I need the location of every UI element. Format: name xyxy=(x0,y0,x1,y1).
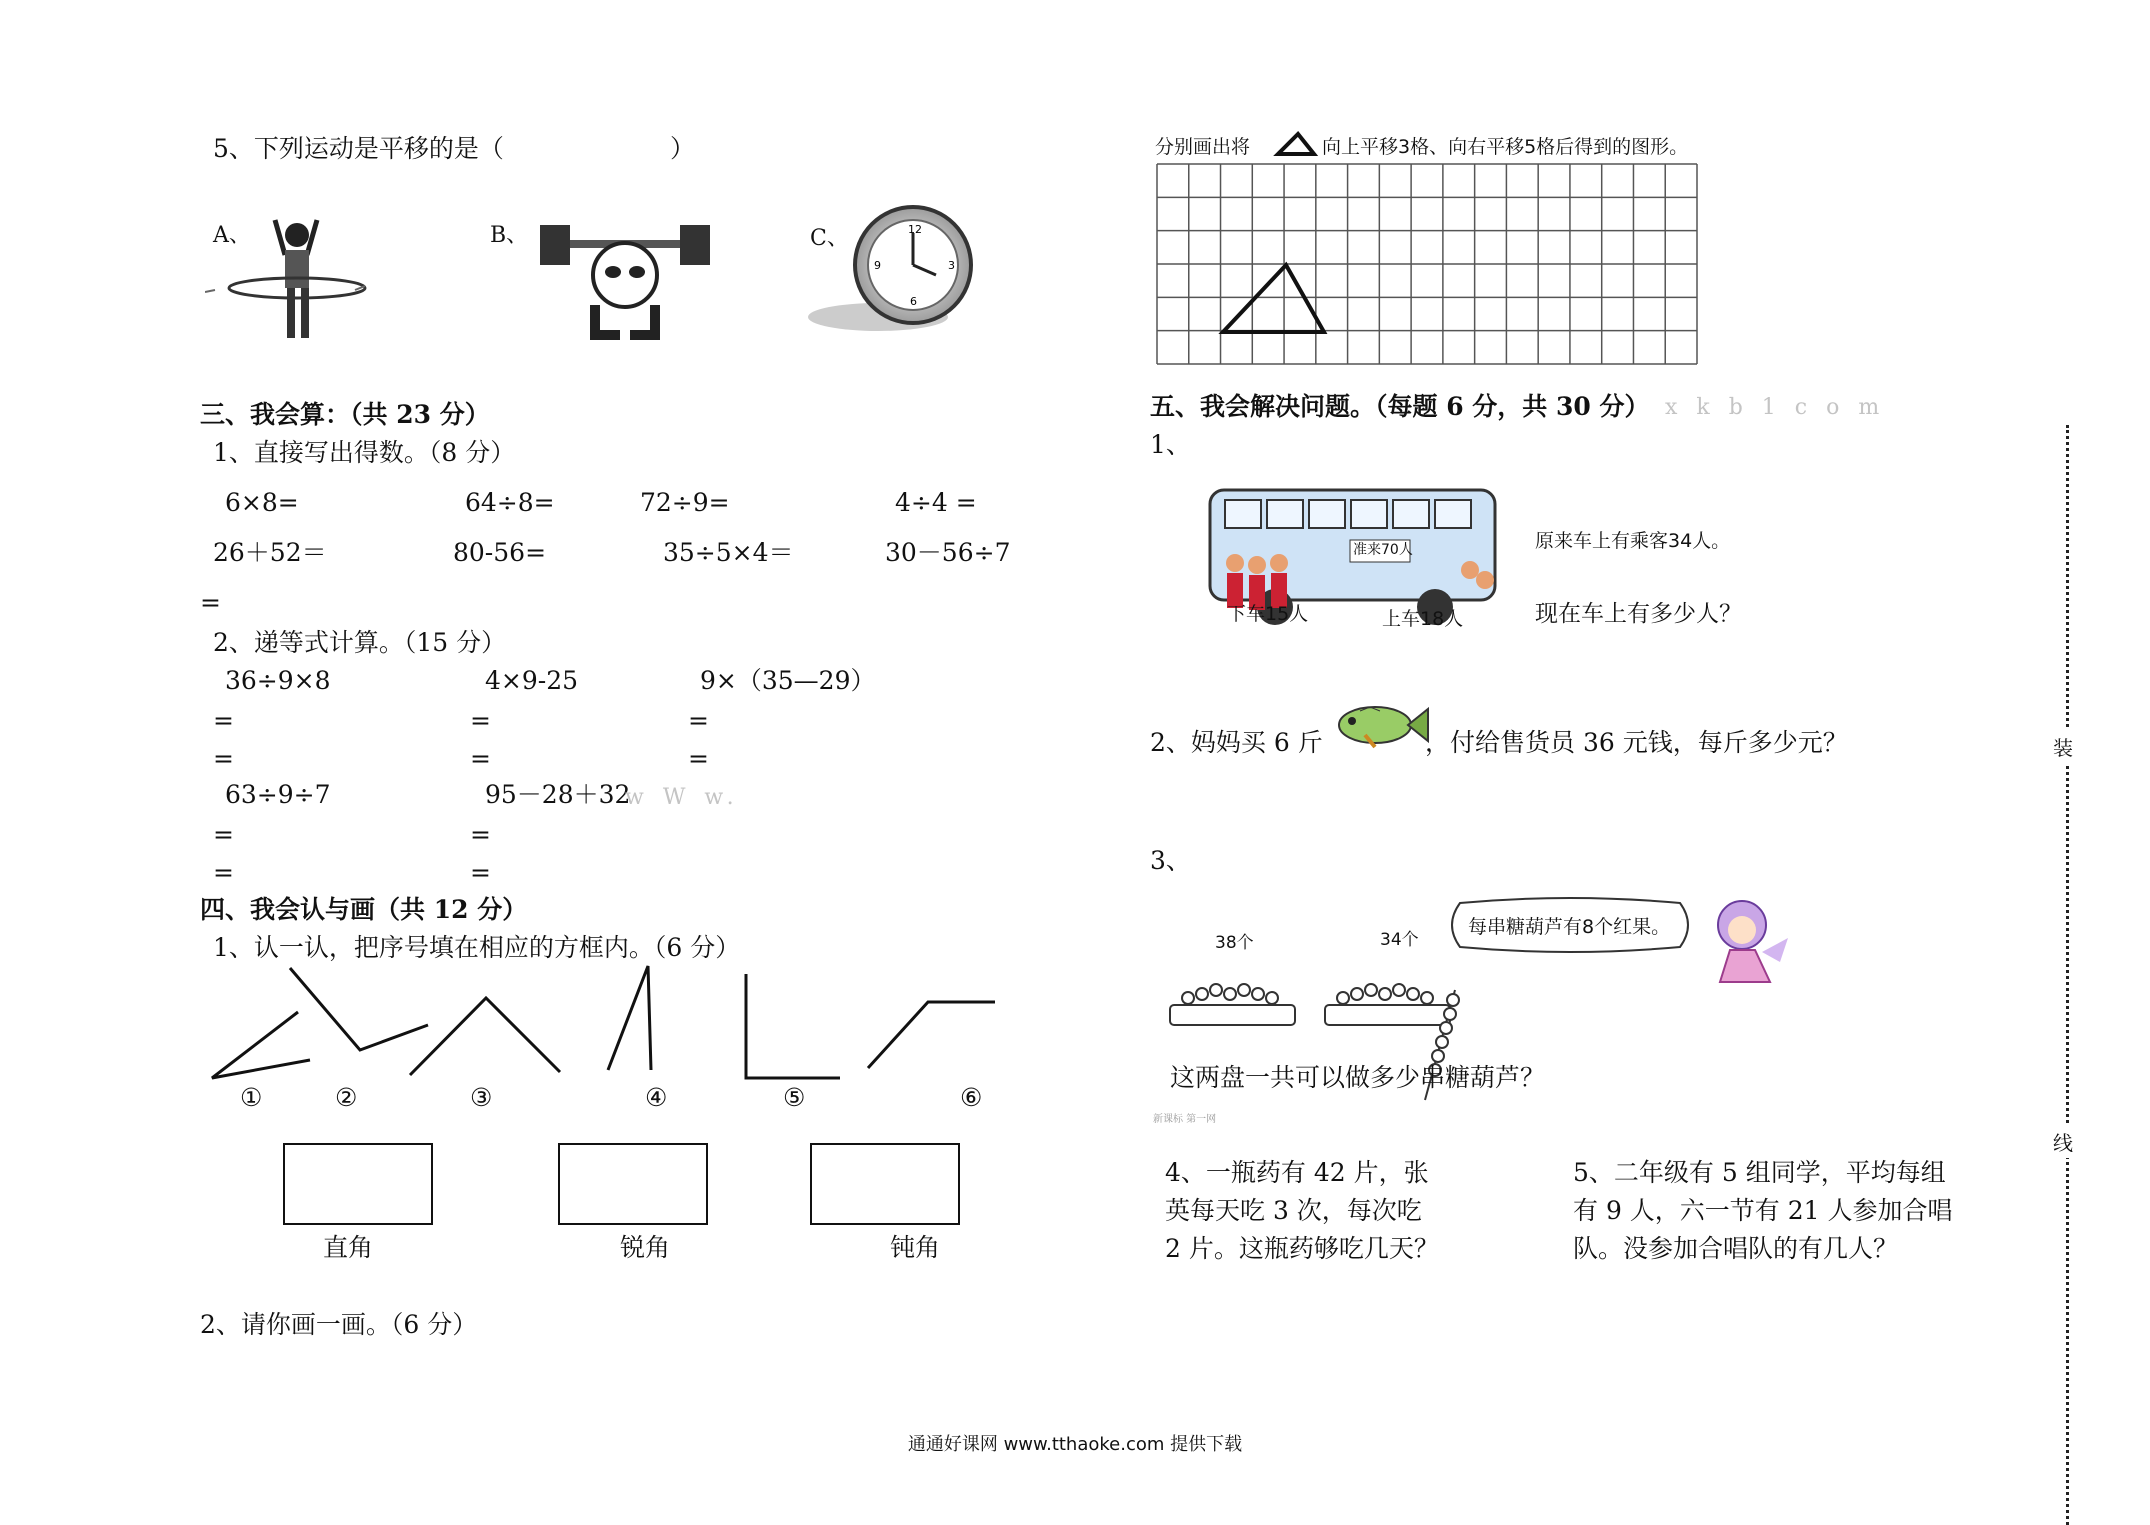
expr-1: 36÷9×8 xyxy=(225,666,331,695)
q3-label: 3、 xyxy=(1150,846,1191,875)
eq-2b: = xyxy=(470,744,491,773)
section3-sub1: 1、直接写出得数。（8 分） xyxy=(213,438,516,467)
watermark-xkb1: x k b 1 c o m xyxy=(1665,395,1886,420)
svg-text:9: 9 xyxy=(874,259,881,272)
plate-1-count: 38个 xyxy=(1215,933,1254,953)
calc-2-4: 30－56÷7 xyxy=(885,538,1011,567)
watermark-www: w W w. xyxy=(625,785,740,810)
section4-sub1: 1、认一认，把序号填在相应的方框内。（6 分） xyxy=(213,933,741,962)
q4-line-1: 4、一瓶药有 42 片，张 xyxy=(1165,1158,1429,1187)
bus-off: 下车15人 xyxy=(1227,603,1309,625)
grid-instr-post: 向上平移3格、向右平移5格后得到的图形。 xyxy=(1322,136,1689,158)
q5-title: 5、下列运动是平移的是（ xyxy=(213,134,504,163)
bus-on: 上车18人 xyxy=(1382,608,1464,630)
eq-1a: = xyxy=(213,706,234,735)
alarm-clock-icon xyxy=(808,195,978,335)
eq-3b: = xyxy=(688,744,709,773)
angle-num-5: ⑤ xyxy=(783,1083,806,1112)
angle-figure-2 xyxy=(290,968,428,1050)
box-label-right-angle: 直角 xyxy=(323,1233,374,1262)
bus-text-1: 原来车上有乘客34人。 xyxy=(1535,530,1731,552)
angle-figures xyxy=(200,960,1000,1080)
fish-icon xyxy=(1330,697,1430,757)
footer-credit: 通通好课网 www.tthaoke.com 提供下载 xyxy=(907,1434,1243,1455)
option-c-label: C、 xyxy=(810,226,849,251)
angle-figure-6 xyxy=(868,1002,995,1068)
q5-line-3: 队。没参加合唱队的有几人？ xyxy=(1573,1234,1899,1263)
section5-title: 五、我会解决问题。（每题 6 分，共 30 分） xyxy=(1150,392,1650,421)
calc-wrap-equals: = xyxy=(200,588,221,617)
bubble-text: 每串糖葫芦有8个红果。 xyxy=(1468,916,1671,938)
q2-post: ，付给售货员 36 元钱，每斤多少元？ xyxy=(1425,728,1848,757)
svg-text:3: 3 xyxy=(948,259,955,272)
q3-question: 这两盘一共可以做多少串糖葫芦？ xyxy=(1170,1063,1546,1092)
bus-text-2: 现在车上有多少人？ xyxy=(1535,601,1742,627)
small-triangle-icon xyxy=(1272,130,1320,160)
eq-3a: = xyxy=(688,706,709,735)
eq-2a: = xyxy=(470,706,491,735)
box-label-obtuse-angle: 钝角 xyxy=(890,1233,941,1262)
angle-num-1: ① xyxy=(240,1083,263,1112)
grid-triangle xyxy=(1223,265,1324,332)
answer-box-obtuse-angle[interactable] xyxy=(810,1143,960,1225)
q5-line-2: 有 9 人，六一节有 21 人参加合唱 xyxy=(1573,1196,1953,1225)
q4-line-3: 2 片。这瓶药够吃几天？ xyxy=(1165,1234,1439,1263)
eq-1b: = xyxy=(213,744,234,773)
angle-figure-3 xyxy=(410,998,560,1075)
calc-2-1: 26＋52＝ xyxy=(213,538,327,567)
angle-num-4: ④ xyxy=(645,1083,668,1112)
eq-5a: = xyxy=(470,820,491,849)
bus-sign: 准来70人 xyxy=(1353,542,1413,558)
box-label-acute-angle: 锐角 xyxy=(620,1233,671,1262)
calc-2-2: 80-56= xyxy=(453,538,547,567)
expr-4: 63÷9÷7 xyxy=(225,780,331,809)
q4-line-2: 英每天吃 3 次，每次吃 xyxy=(1165,1196,1422,1225)
svg-text:6: 6 xyxy=(910,295,917,308)
eq-5b: = xyxy=(470,858,491,887)
fairy-girl-icon xyxy=(1700,890,1795,990)
grid-instr-pre: 分别画出将 xyxy=(1155,136,1251,158)
expr-2: 4×9-25 xyxy=(485,666,579,695)
plate-2-count: 34个 xyxy=(1380,930,1419,950)
q2-pre: 2、妈妈买 6 斤 xyxy=(1150,728,1323,757)
calc-1-1: 6×8= xyxy=(225,488,299,517)
tiny-watermark: 新课标 第一网 xyxy=(1153,1114,1217,1125)
angle-figure-4 xyxy=(608,966,651,1070)
calc-1-2: 64÷8= xyxy=(465,488,555,517)
q1-label: 1、 xyxy=(1150,430,1191,459)
angle-figure-1 xyxy=(212,1012,310,1078)
section4-sub2: 2、请你画一画。（6 分） xyxy=(200,1310,478,1339)
candied-haw-plates-icon xyxy=(1160,950,1500,1120)
expr-5: 95－28＋32 xyxy=(485,780,631,809)
angle-figure-5 xyxy=(746,974,840,1078)
svg-text:12: 12 xyxy=(908,223,922,236)
binding-mark-1: 装 xyxy=(2053,730,2073,763)
eq-4a: = xyxy=(213,820,234,849)
angle-num-3: ③ xyxy=(470,1083,493,1112)
section3-sub2: 2、递等式计算。（15 分） xyxy=(213,628,507,657)
q5-line-1: 5、二年级有 5 组同学，平均每组 xyxy=(1573,1158,1946,1187)
calc-2-3: 35÷5×4＝ xyxy=(663,538,794,567)
hula-hoop-girl-icon xyxy=(205,200,370,355)
answer-box-acute-angle[interactable] xyxy=(558,1143,708,1225)
option-a-label: A、 xyxy=(213,223,251,248)
eq-4b: = xyxy=(213,858,234,887)
weightlifting-panda-icon xyxy=(535,210,715,340)
q5-close: ） xyxy=(670,134,696,163)
calc-1-4: 4÷4 = xyxy=(895,488,977,517)
calc-1-3: 72÷9= xyxy=(640,488,730,517)
answer-box-right-angle[interactable] xyxy=(283,1143,433,1225)
expr-3: 9×（35—29） xyxy=(700,666,876,695)
binding-mark-2: 线 xyxy=(2053,1125,2073,1158)
translation-grid xyxy=(1155,162,1700,367)
binding-dotted-line xyxy=(2066,425,2069,1525)
section4-title: 四、我会认与画（共 12 分） xyxy=(200,895,528,924)
section3-title: 三、我会算：（共 23 分） xyxy=(200,400,490,429)
option-b-label: B、 xyxy=(490,223,529,248)
angle-num-2: ② xyxy=(335,1083,358,1112)
angle-num-6: ⑥ xyxy=(960,1083,983,1112)
